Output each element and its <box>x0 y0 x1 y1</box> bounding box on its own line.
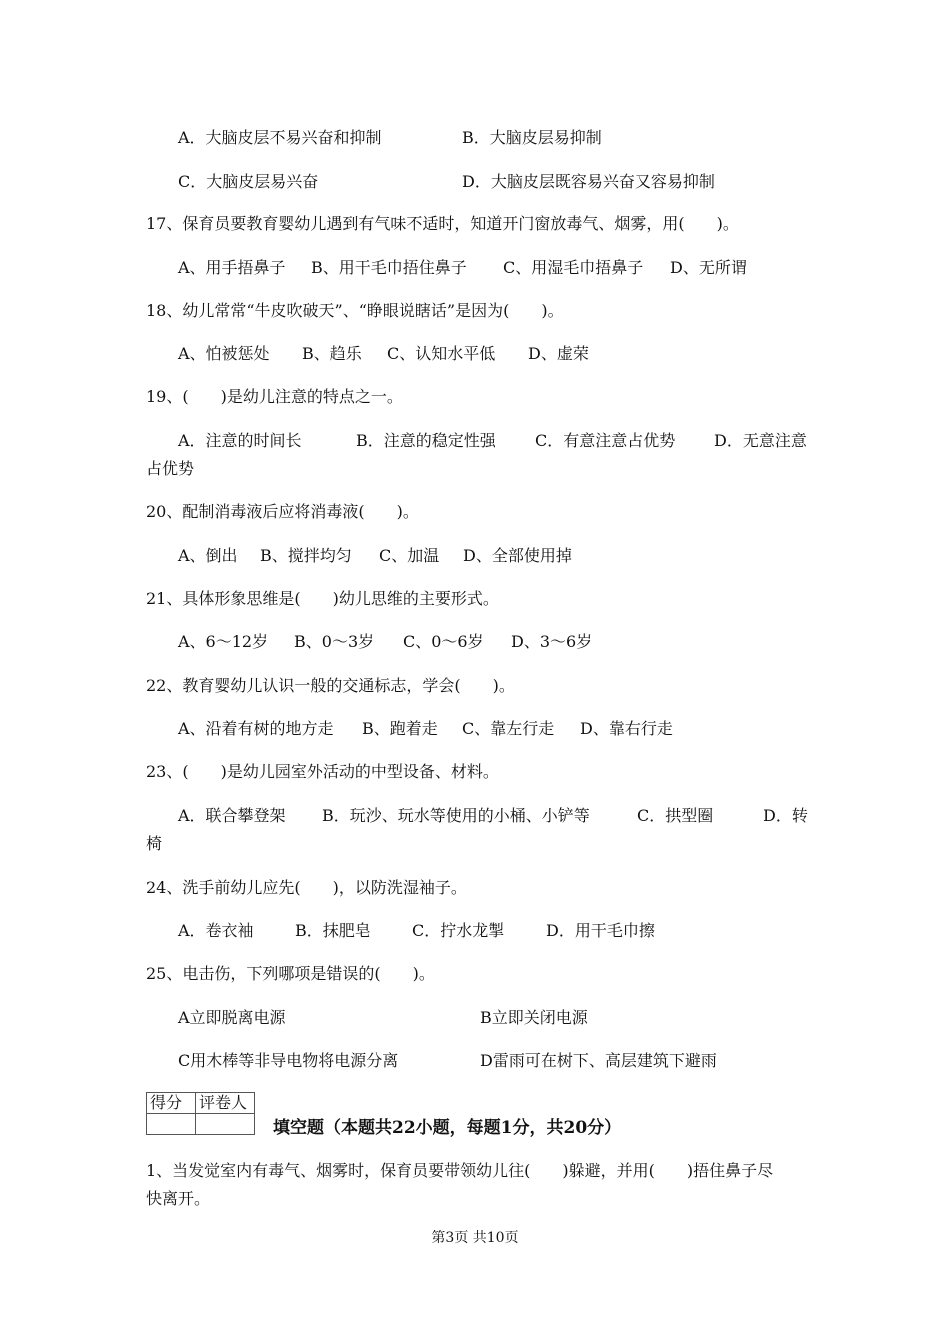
q18-option-b: B、趋乐 <box>302 344 362 363</box>
q25-option-c: C用木棒等非导电物将电源分离 <box>178 1051 399 1070</box>
q18-option-c: C、认知水平低 <box>387 344 496 363</box>
q25-option-a: A立即脱离电源 <box>178 1008 286 1027</box>
fill1-line1: 1、当发觉室内有毒气、烟雾时，保育员要带领幼儿往( )躲避，并用( )捂住鼻子尽 <box>146 1161 774 1180</box>
page-footer: 第3页 共10页 <box>431 1230 519 1246</box>
grader-cell <box>196 1114 255 1135</box>
section-title: 填空题（本题共22小题，每题1分，共20分） <box>273 1118 622 1138</box>
grader-label: 评卷人 <box>196 1093 255 1114</box>
fill1-line2: 快离开。 <box>146 1189 211 1208</box>
q24-option-c: C．拧水龙掣 <box>412 921 505 940</box>
q16-option-c: C．大脑皮层易兴奋 <box>178 172 319 191</box>
q17-option-d: D、无所谓 <box>670 258 747 277</box>
q24-option-d: D．用干毛巾擦 <box>546 921 655 940</box>
q25-stem: 25、电击伤，下列哪项是错误的( )。 <box>146 964 435 983</box>
q22-option-c: C、靠左行走 <box>462 719 555 738</box>
q19-option-b: B．注意的稳定性强 <box>356 431 496 450</box>
score-cell <box>147 1114 196 1135</box>
q20-option-b: B、搅拌均匀 <box>260 546 352 565</box>
q20-option-d: D、全部使用掉 <box>463 546 572 565</box>
q25-option-b: B立即关闭电源 <box>480 1008 588 1027</box>
q17-option-c: C、用湿毛巾捂鼻子 <box>503 258 644 277</box>
score-box <box>146 1092 255 1135</box>
q19-option-d-continued: 占优势 <box>146 459 195 478</box>
q22-option-d: D、靠右行走 <box>580 719 673 738</box>
q20-option-a: A、倒出 <box>178 546 238 565</box>
q23-option-d-continued: 椅 <box>146 834 163 853</box>
q17-stem: 17、保育员要教育婴幼儿遇到有气味不适时，知道开门窗放毒气、烟雾，用( )。 <box>146 214 739 233</box>
q21-stem: 21、具体形象思维是( )幼儿思维的主要形式。 <box>146 589 499 608</box>
q21-option-c: C、0～6岁 <box>403 632 484 651</box>
q18-option-a: A、怕被惩处 <box>178 344 270 363</box>
q24-stem: 24、洗手前幼儿应先( )，以防洗湿袖子。 <box>146 878 467 897</box>
q23-option-b: B．玩沙、玩水等使用的小桶、小铲等 <box>322 806 590 825</box>
q23-stem: 23、( )是幼儿园室外活动的中型设备、材料。 <box>146 762 499 781</box>
score-label: 得分 <box>147 1093 196 1114</box>
q25-option-d: D雷雨可在树下、高层建筑下避雨 <box>480 1051 717 1070</box>
q19-option-c: C．有意注意占优势 <box>535 431 676 450</box>
q16-option-b: B．大脑皮层易抑制 <box>462 128 602 147</box>
q24-option-a: A．卷衣袖 <box>178 921 254 940</box>
q24-option-b: B．抹肥皂 <box>295 921 371 940</box>
q22-stem: 22、教育婴幼儿认识一般的交通标志，学会( )。 <box>146 676 515 695</box>
q17-option-b: B、用干毛巾捂住鼻子 <box>311 258 467 277</box>
q23-option-a: A．联合攀登架 <box>178 806 286 825</box>
q21-option-a: A、6～12岁 <box>178 632 269 651</box>
q20-stem: 20、配制消毒液后应将消毒液( )。 <box>146 502 419 521</box>
q23-option-d: D．转 <box>763 806 808 825</box>
q21-option-b: B、0～3岁 <box>294 632 375 651</box>
q16-option-d: D．大脑皮层既容易兴奋又容易抑制 <box>462 172 715 191</box>
q21-option-d: D、3～6岁 <box>511 632 593 651</box>
q19-option-d: D．无意注意 <box>714 431 807 450</box>
q18-stem: 18、幼儿常常“牛皮吹破天”、“睁眼说瞎话”是因为( )。 <box>146 301 564 320</box>
q19-stem: 19、( )是幼儿注意的特点之一。 <box>146 387 403 406</box>
q23-option-c: C．拱型圈 <box>637 806 714 825</box>
q17-option-a: A、用手捂鼻子 <box>178 258 286 277</box>
q16-option-a: A．大脑皮层不易兴奋和抑制 <box>178 128 382 147</box>
q18-option-d: D、虚荣 <box>528 344 589 363</box>
q20-option-c: C、加温 <box>379 546 440 565</box>
q22-option-b: B、跑着走 <box>362 719 438 738</box>
q22-option-a: A、沿着有树的地方走 <box>178 719 334 738</box>
q19-option-a: A．注意的时间长 <box>178 431 302 450</box>
